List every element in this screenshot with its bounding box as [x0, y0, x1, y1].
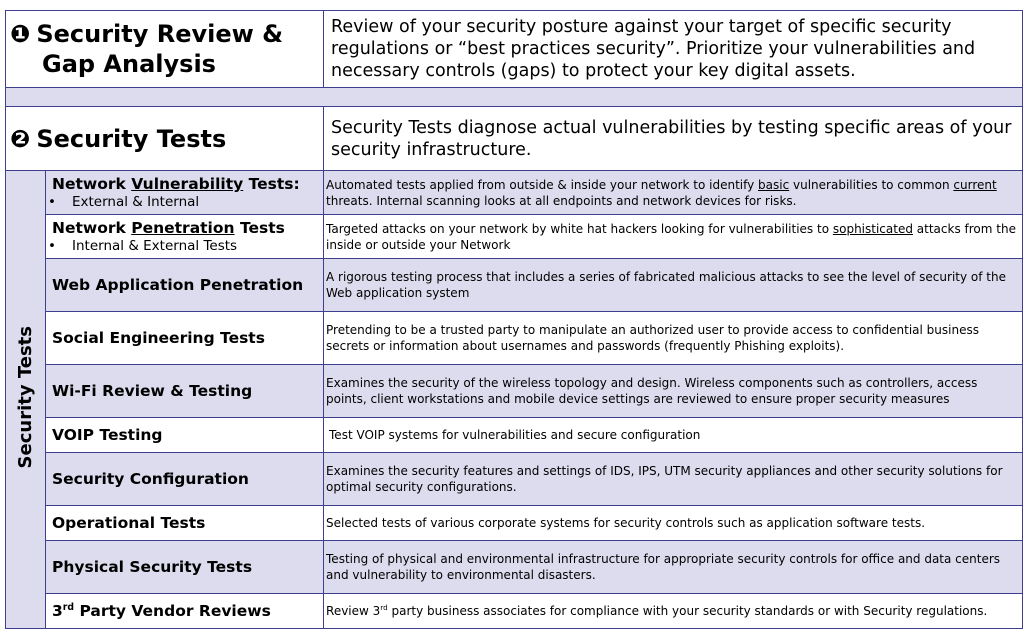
spacer-cell	[6, 88, 1023, 107]
name-part: Tests	[234, 219, 285, 237]
review-title-line2: Gap Analysis	[42, 50, 216, 78]
test-description: Examines the security of the wireless topology and design. Wireless components such as controllers, access points, client workstations and mobile device settings are reviewed to ensure proper security measures	[324, 365, 1023, 418]
services-table	[5, 10, 1023, 629]
side-label-cell	[6, 171, 46, 629]
desc-underlined: basic	[758, 177, 790, 192]
test-description	[324, 171, 1023, 215]
review-title-line1: Security Review &	[36, 20, 284, 48]
table-row	[6, 594, 1023, 629]
test-sub-bullet	[48, 194, 323, 210]
table-row	[6, 365, 1023, 418]
test-description: Pretending to be a trusted party to manipulate an authorized user to provide access to confidential business secrets or information about usernames and passwords (frequently Phishing exploits).	[324, 312, 1023, 365]
name-part: 3	[52, 601, 63, 620]
desc-part: party business associates for compliance with your security standards or with Security regulations.	[387, 604, 988, 618]
name-part: Network	[52, 219, 132, 237]
table-row	[6, 312, 1023, 365]
desc-underlined: sophisticated	[832, 221, 913, 236]
desc-part: Targeted attacks on your network by white hat hackers looking for vulnerabilities to	[326, 221, 833, 236]
table-row	[6, 541, 1023, 594]
name-underlined: Vulnerability	[131, 175, 244, 193]
test-name	[46, 215, 324, 259]
side-label: Security Tests	[15, 326, 36, 469]
sub-label: Internal & External Tests	[72, 238, 238, 254]
name-superscript: rd	[62, 601, 75, 613]
name-underlined: Penetration	[131, 219, 235, 237]
name-part: Network	[52, 175, 132, 193]
table-row	[6, 259, 1023, 312]
review-title-cell	[6, 11, 324, 88]
test-name: Security Configuration	[46, 453, 324, 506]
test-name: Physical Security Tests	[46, 541, 324, 594]
test-name	[46, 171, 324, 215]
spacer-row	[6, 88, 1023, 107]
test-description: Selected tests of various corporate systems for security controls such as application software tests.	[324, 506, 1023, 541]
table-row	[6, 215, 1023, 259]
test-name: Social Engineering Tests	[46, 312, 324, 365]
bullet-icon: •	[48, 194, 56, 210]
tests-title-cell	[6, 107, 324, 171]
number-two-icon: ❷	[10, 124, 31, 153]
test-description: Examines the security features and settings of IDS, IPS, UTM security appliances and other security solutions for optimal security configurations.	[324, 453, 1023, 506]
tests-title: Security Tests	[36, 124, 227, 153]
name-part: Tests:	[243, 175, 300, 193]
desc-part: Automated tests applied from outside & inside your network to identify	[326, 177, 759, 192]
bullet-icon: •	[48, 238, 56, 254]
review-description: Review of your security posture against your target of specific security regulations or “best practices security”. Prioritize your vulnerabilities and necessary controls (gaps) to protect your key digital assets.	[324, 11, 1023, 88]
test-name: Operational Tests	[46, 506, 324, 541]
review-row	[6, 11, 1023, 88]
desc-superscript: rd	[380, 603, 388, 612]
sub-label: External & Internal	[72, 194, 200, 210]
tests-row	[6, 107, 1023, 171]
test-description: Test VOIP systems for vulnerabilities and secure configuration	[324, 418, 1023, 453]
tests-description: Security Tests diagnose actual vulnerabilities by testing specific areas of your security infrastructure.	[324, 107, 1023, 171]
desc-part: vulnerabilities to common	[789, 177, 954, 192]
table-row	[6, 171, 1023, 215]
test-name	[46, 594, 324, 629]
test-description: Testing of physical and environmental infrastructure for appropriate security controls for office and data centers and vulnerability to environmental disasters.	[324, 541, 1023, 594]
test-description	[324, 594, 1023, 629]
number-one-icon: ❶	[10, 20, 31, 48]
test-name: VOIP Testing	[46, 418, 324, 453]
table-row	[6, 418, 1023, 453]
test-description: A rigorous testing process that includes a series of fabricated malicious attacks to see the level of security of the Web application system	[324, 259, 1023, 312]
test-name: Web Application Penetration	[46, 259, 324, 312]
name-part: Party Vendor Reviews	[74, 601, 271, 620]
table-row	[6, 453, 1023, 506]
table-row	[6, 506, 1023, 541]
desc-part: threats. Internal scanning looks at all endpoints and network devices for risks.	[326, 193, 797, 208]
desc-part: attacks from the inside or outside your Network	[326, 221, 1016, 252]
test-sub-bullet	[48, 238, 323, 254]
test-name: Wi-Fi Review & Testing	[46, 365, 324, 418]
desc-underlined: current	[953, 177, 997, 192]
desc-part: Review 3	[326, 604, 381, 618]
test-description	[324, 215, 1023, 259]
